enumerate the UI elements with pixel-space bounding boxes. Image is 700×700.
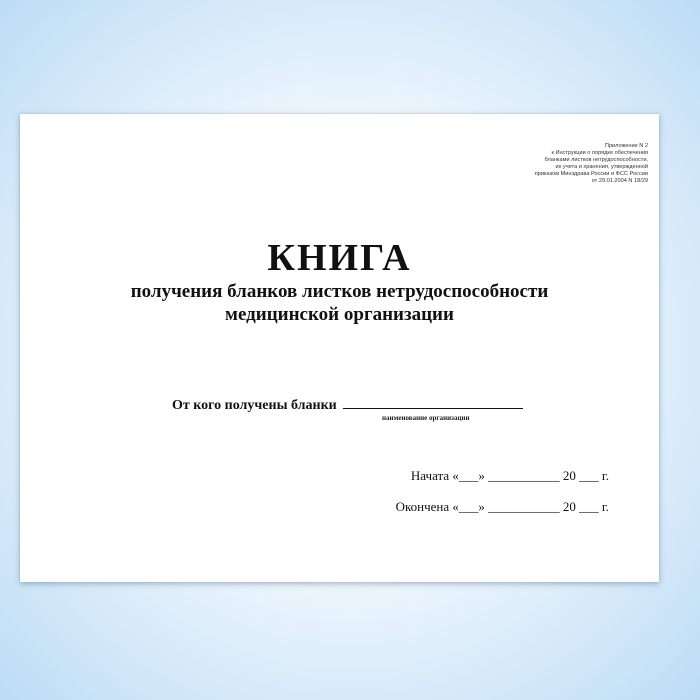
appendix-line: Приложение N 2: [604, 143, 648, 149]
from-label: От кого получены бланки: [172, 398, 337, 413]
document-title: КНИГА: [267, 237, 412, 279]
appendix-line: их учета и хранения, утвержденной: [555, 164, 648, 170]
appendix-note: [468, 143, 648, 185]
appendix-line: к Инструкции о порядке обеспечения: [551, 150, 648, 156]
end-date-field: Окончена «___» ___________ 20 ___ г.: [395, 499, 609, 514]
appendix-line: от 29.01.2004 N 18/29: [591, 178, 648, 184]
subtitle-line-1: получения бланков листков нетрудоспособности: [130, 281, 549, 302]
from-field: [172, 396, 523, 414]
appendix-line: бланками листков нетрудоспособности,: [544, 157, 648, 163]
org-name-caption: наименование организации: [382, 414, 470, 422]
subtitle-line-2: медицинской организации: [225, 304, 454, 325]
start-date-field: Начата «___» ___________ 20 ___ г.: [410, 468, 609, 483]
document-sheet: [20, 114, 659, 582]
appendix-line: приказом Минздрава России и ФСС России: [534, 171, 648, 177]
document-subtitle: [20, 280, 659, 326]
from-blank-line: [343, 396, 523, 409]
